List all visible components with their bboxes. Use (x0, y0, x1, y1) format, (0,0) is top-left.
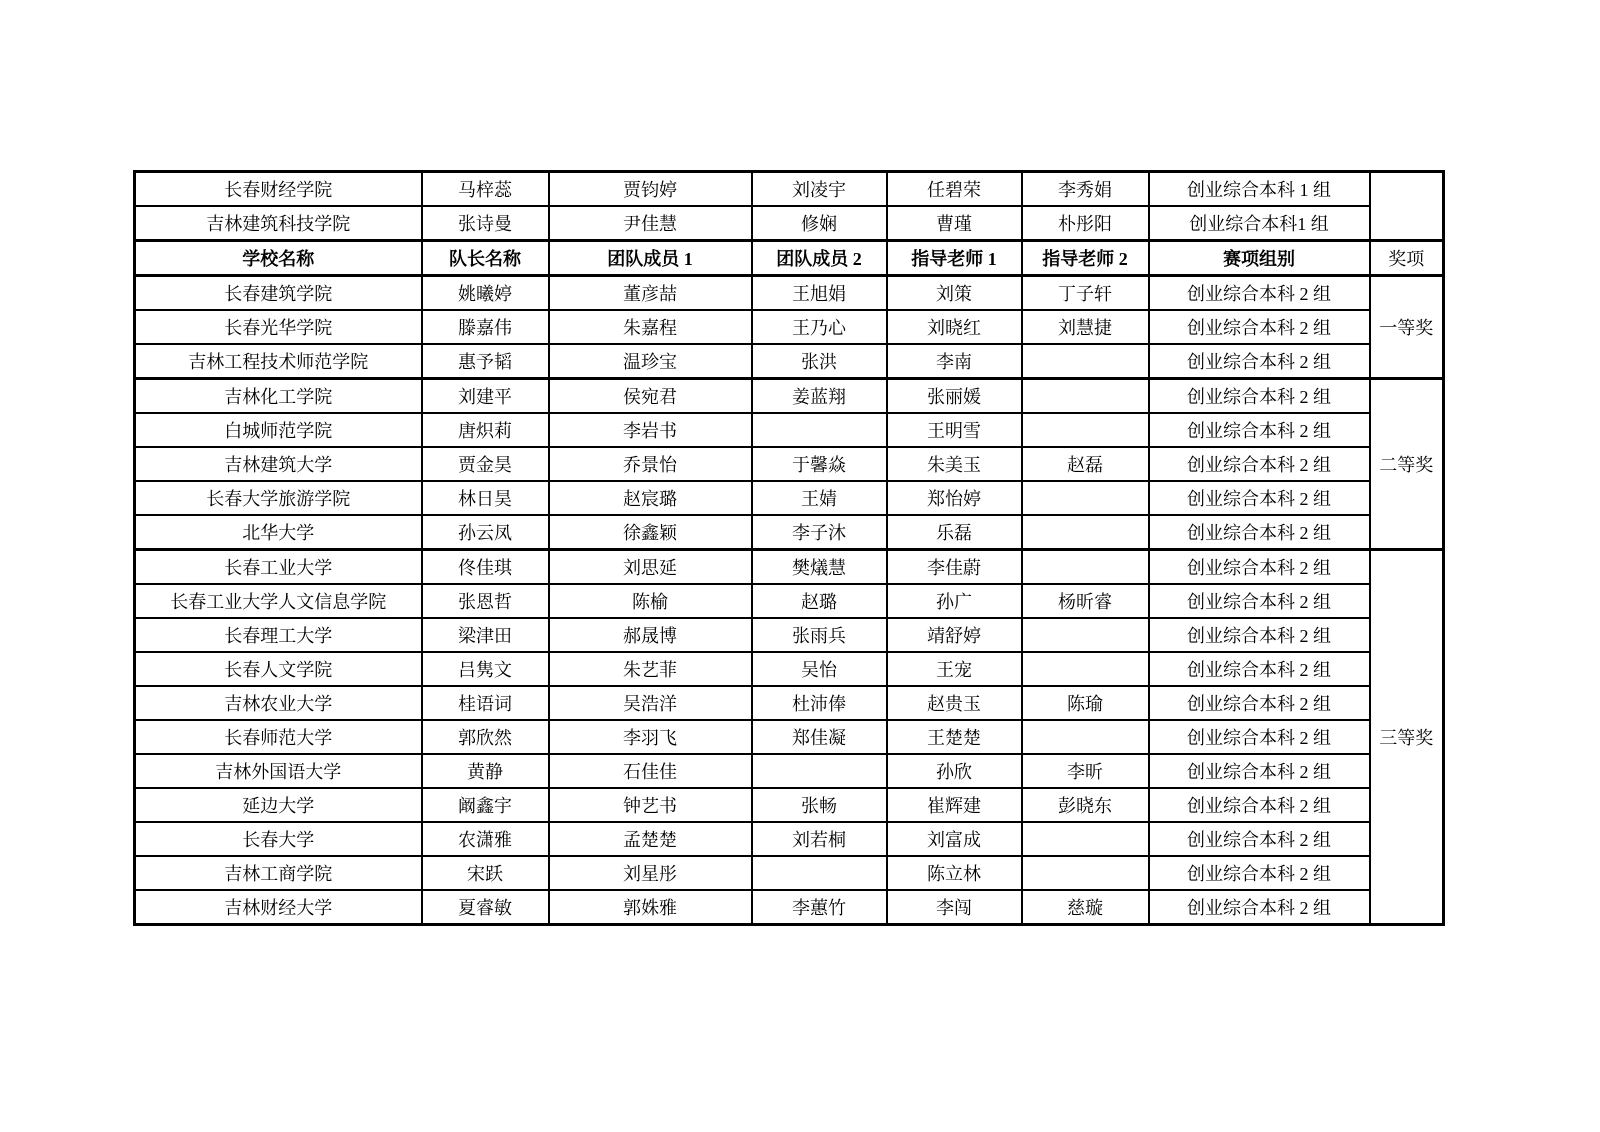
school-cell: 长春人文学院 (135, 652, 422, 686)
teacher1-cell: 孙广 (887, 584, 1022, 618)
captain-cell: 桂语词 (422, 686, 549, 720)
member1-cell: 刘思延 (549, 550, 752, 585)
member2-cell: 李子沐 (752, 515, 887, 550)
member1-cell: 朱嘉程 (549, 310, 752, 344)
teacher1-cell: 王楚楚 (887, 720, 1022, 754)
member2-cell: 杜沛俸 (752, 686, 887, 720)
teacher1-cell: 李南 (887, 344, 1022, 379)
member2-cell: 郑佳凝 (752, 720, 887, 754)
table-row (135, 584, 1444, 618)
captain-cell: 滕嘉伟 (422, 310, 549, 344)
group-cell: 创业综合本科 2 组 (1149, 890, 1370, 925)
member1-cell: 侯宛君 (549, 379, 752, 414)
school-cell: 长春大学旅游学院 (135, 481, 422, 515)
teacher1-cell: 孙欣 (887, 754, 1022, 788)
teacher2-cell (1022, 720, 1149, 754)
teacher1-cell: 曹瑾 (887, 206, 1022, 241)
member2-cell: 李蕙竹 (752, 890, 887, 925)
school-cell: 长春光华学院 (135, 310, 422, 344)
group-cell: 创业综合本科 2 组 (1149, 276, 1370, 311)
captain-cell: 刘建平 (422, 379, 549, 414)
captain-cell: 马梓蕊 (422, 172, 549, 207)
header-cell-captain: 队长名称 (422, 241, 549, 276)
header-cell-teacher2: 指导老师 2 (1022, 241, 1149, 276)
member1-cell: 徐鑫颖 (549, 515, 752, 550)
group-cell: 创业综合本科 2 组 (1149, 515, 1370, 550)
header-cell-award: 奖项 (1370, 241, 1444, 276)
member2-cell: 王乃心 (752, 310, 887, 344)
member1-cell: 温珍宝 (549, 344, 752, 379)
table-row (135, 172, 1444, 207)
captain-cell: 梁津田 (422, 618, 549, 652)
table-row (135, 379, 1444, 414)
member1-cell: 吴浩洋 (549, 686, 752, 720)
member2-cell: 赵璐 (752, 584, 887, 618)
school-cell: 长春财经学院 (135, 172, 422, 207)
teacher2-cell (1022, 379, 1149, 414)
group-cell: 创业综合本科 2 组 (1149, 720, 1370, 754)
table-row (135, 206, 1444, 241)
member1-cell: 刘星彤 (549, 856, 752, 890)
table-row (135, 890, 1444, 925)
school-cell: 长春师范大学 (135, 720, 422, 754)
member2-cell: 刘若桐 (752, 822, 887, 856)
captain-cell: 唐炽莉 (422, 413, 549, 447)
captain-cell: 佟佳琪 (422, 550, 549, 585)
awards-table-body (135, 172, 1444, 925)
captain-cell: 阚鑫宇 (422, 788, 549, 822)
teacher2-cell: 陈瑜 (1022, 686, 1149, 720)
member1-cell: 钟艺书 (549, 788, 752, 822)
teacher2-cell (1022, 515, 1149, 550)
table-row (135, 276, 1444, 311)
member1-cell: 郭姝雅 (549, 890, 752, 925)
school-cell: 长春理工大学 (135, 618, 422, 652)
teacher1-cell: 李闯 (887, 890, 1022, 925)
teacher2-cell: 杨昕睿 (1022, 584, 1149, 618)
member2-cell (752, 856, 887, 890)
member2-cell (752, 754, 887, 788)
member1-cell: 石佳佳 (549, 754, 752, 788)
group-cell: 创业综合本科 2 组 (1149, 754, 1370, 788)
captain-cell: 黄静 (422, 754, 549, 788)
teacher2-cell: 刘慧捷 (1022, 310, 1149, 344)
table-row (135, 720, 1444, 754)
captain-cell: 姚曦婷 (422, 276, 549, 311)
group-cell: 创业综合本科 2 组 (1149, 447, 1370, 481)
teacher1-cell: 刘富成 (887, 822, 1022, 856)
teacher2-cell (1022, 344, 1149, 379)
member1-cell: 陈榆 (549, 584, 752, 618)
captain-cell: 张恩哲 (422, 584, 549, 618)
group-cell: 创业综合本科 2 组 (1149, 413, 1370, 447)
teacher2-cell: 彭晓东 (1022, 788, 1149, 822)
table-row (135, 652, 1444, 686)
teacher2-cell: 李昕 (1022, 754, 1149, 788)
school-cell: 吉林农业大学 (135, 686, 422, 720)
group-cell: 创业综合本科 1 组 (1149, 172, 1370, 207)
header-cell-teacher1: 指导老师 1 (887, 241, 1022, 276)
teacher2-cell (1022, 550, 1149, 585)
teacher1-cell: 王宠 (887, 652, 1022, 686)
table-row (135, 550, 1444, 585)
award-cell (1370, 172, 1444, 241)
header-row (135, 241, 1444, 276)
member2-cell: 姜蓝翔 (752, 379, 887, 414)
member1-cell: 赵宸璐 (549, 481, 752, 515)
group-cell: 创业综合本科 2 组 (1149, 652, 1370, 686)
member2-cell: 王婧 (752, 481, 887, 515)
school-cell: 吉林外国语大学 (135, 754, 422, 788)
teacher1-cell: 李佳蔚 (887, 550, 1022, 585)
member1-cell: 李岩书 (549, 413, 752, 447)
captain-cell: 宋跃 (422, 856, 549, 890)
teacher1-cell: 陈立林 (887, 856, 1022, 890)
captain-cell: 贾金昊 (422, 447, 549, 481)
school-cell: 吉林工商学院 (135, 856, 422, 890)
captain-cell: 郭欣然 (422, 720, 549, 754)
group-cell: 创业综合本科 2 组 (1149, 584, 1370, 618)
teacher2-cell (1022, 856, 1149, 890)
teacher1-cell: 朱美玉 (887, 447, 1022, 481)
teacher2-cell: 赵磊 (1022, 447, 1149, 481)
table-row (135, 515, 1444, 550)
teacher2-cell (1022, 618, 1149, 652)
group-cell: 创业综合本科 2 组 (1149, 379, 1370, 414)
school-cell: 吉林财经大学 (135, 890, 422, 925)
group-cell: 创业综合本科 2 组 (1149, 550, 1370, 585)
captain-cell: 惠予韬 (422, 344, 549, 379)
school-cell: 吉林工程技术师范学院 (135, 344, 422, 379)
group-cell: 创业综合本科 2 组 (1149, 856, 1370, 890)
teacher1-cell: 郑怡婷 (887, 481, 1022, 515)
table-row (135, 856, 1444, 890)
group-cell: 创业综合本科 2 组 (1149, 310, 1370, 344)
captain-cell: 张诗曼 (422, 206, 549, 241)
school-cell: 长春建筑学院 (135, 276, 422, 311)
group-cell: 创业综合本科 2 组 (1149, 481, 1370, 515)
table-row (135, 310, 1444, 344)
member1-cell: 朱艺菲 (549, 652, 752, 686)
group-cell: 创业综合本科 2 组 (1149, 618, 1370, 652)
school-cell: 吉林建筑科技学院 (135, 206, 422, 241)
school-cell: 延边大学 (135, 788, 422, 822)
teacher2-cell: 李秀娟 (1022, 172, 1149, 207)
table-row (135, 754, 1444, 788)
award-cell: 一等奖 (1370, 276, 1444, 379)
member1-cell: 乔景怡 (549, 447, 752, 481)
table-row (135, 481, 1444, 515)
member2-cell: 张雨兵 (752, 618, 887, 652)
teacher1-cell: 乐磊 (887, 515, 1022, 550)
member2-cell: 吴怡 (752, 652, 887, 686)
school-cell: 长春大学 (135, 822, 422, 856)
table-row (135, 413, 1444, 447)
captain-cell: 农潇雅 (422, 822, 549, 856)
member1-cell: 孟楚楚 (549, 822, 752, 856)
school-cell: 北华大学 (135, 515, 422, 550)
captain-cell: 孙云凤 (422, 515, 549, 550)
member1-cell: 董彦喆 (549, 276, 752, 311)
teacher1-cell: 靖舒婷 (887, 618, 1022, 652)
group-cell: 创业综合本科 2 组 (1149, 344, 1370, 379)
awards-table (133, 170, 1445, 926)
header-cell-group: 赛项组别 (1149, 241, 1370, 276)
teacher2-cell (1022, 822, 1149, 856)
member2-cell: 于馨焱 (752, 447, 887, 481)
teacher1-cell: 赵贵玉 (887, 686, 1022, 720)
member1-cell: 贾钧婷 (549, 172, 752, 207)
member2-cell: 王旭娟 (752, 276, 887, 311)
teacher2-cell (1022, 481, 1149, 515)
header-cell-school: 学校名称 (135, 241, 422, 276)
teacher2-cell (1022, 652, 1149, 686)
header-cell-member1: 团队成员 1 (549, 241, 752, 276)
member2-cell: 张畅 (752, 788, 887, 822)
group-cell: 创业综合本科1 组 (1149, 206, 1370, 241)
group-cell: 创业综合本科 2 组 (1149, 686, 1370, 720)
teacher1-cell: 王明雪 (887, 413, 1022, 447)
captain-cell: 吕隽文 (422, 652, 549, 686)
award-cell: 三等奖 (1370, 550, 1444, 925)
table-row (135, 618, 1444, 652)
teacher2-cell: 朴彤阳 (1022, 206, 1149, 241)
teacher1-cell: 崔辉建 (887, 788, 1022, 822)
teacher1-cell: 刘晓红 (887, 310, 1022, 344)
school-cell: 白城师范学院 (135, 413, 422, 447)
captain-cell: 夏睿敏 (422, 890, 549, 925)
table-row (135, 822, 1444, 856)
teacher1-cell: 刘策 (887, 276, 1022, 311)
member2-cell: 刘凌宇 (752, 172, 887, 207)
teacher2-cell (1022, 413, 1149, 447)
teacher2-cell: 丁子轩 (1022, 276, 1149, 311)
captain-cell: 林日昊 (422, 481, 549, 515)
member2-cell: 樊燨慧 (752, 550, 887, 585)
table-row (135, 447, 1444, 481)
school-cell: 吉林建筑大学 (135, 447, 422, 481)
teacher1-cell: 任碧荣 (887, 172, 1022, 207)
member1-cell: 尹佳慧 (549, 206, 752, 241)
member2-cell: 修娴 (752, 206, 887, 241)
table-row (135, 788, 1444, 822)
school-cell: 吉林化工学院 (135, 379, 422, 414)
member1-cell: 郝晟博 (549, 618, 752, 652)
member2-cell: 张洪 (752, 344, 887, 379)
school-cell: 长春工业大学 (135, 550, 422, 585)
group-cell: 创业综合本科 2 组 (1149, 822, 1370, 856)
table-row (135, 344, 1444, 379)
header-cell-member2: 团队成员 2 (752, 241, 887, 276)
member1-cell: 李羽飞 (549, 720, 752, 754)
group-cell: 创业综合本科 2 组 (1149, 788, 1370, 822)
teacher1-cell: 张丽媛 (887, 379, 1022, 414)
member2-cell (752, 413, 887, 447)
school-cell: 长春工业大学人文信息学院 (135, 584, 422, 618)
table-row (135, 686, 1444, 720)
teacher2-cell: 慈璇 (1022, 890, 1149, 925)
award-cell: 二等奖 (1370, 379, 1444, 550)
